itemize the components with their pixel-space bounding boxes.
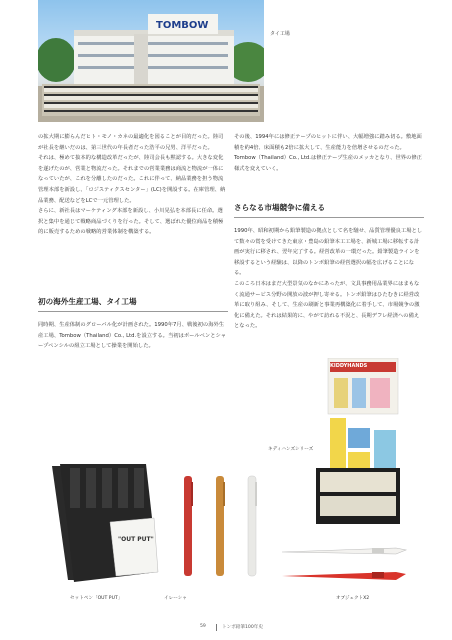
paragraph: それは、極めて抜本的な構造改革だったが、陸司会長も黙認する。大きな変化を遂げたのが、営業と物流だった。それまでの営業業務は商流と物流が一体になっていたが、これを分離したのだった。これに伴って、納品業務を担う物流管理本部を新設し、「ロジスティクスセンター」(LC)を開設する。在庫管理、納品業務、配送などをLCで一元管理した。 bbox=[38, 155, 226, 204]
paragraph: 同時期、生産体制のグローバル化が計画された。1990年7月、戦後初の海外生産工場、Tombow（Thailand）Co., Ltd.を設立する。当初はボールペンとシャープペンシルの組立工場として操業を開始した。 bbox=[38, 322, 227, 350]
photo-caption: タイ工場 bbox=[270, 31, 290, 37]
section-heading-market: さらなる市場競争に備える bbox=[234, 202, 424, 218]
kiddyhands-illustration bbox=[316, 358, 402, 526]
factory-sign: TOMBOW bbox=[156, 20, 209, 31]
factory-photo-illustration bbox=[38, 0, 264, 122]
paragraph: さらに、新社長はマーケティング本部を新設し、小川晃弘を本部長に任命。選択と集中を通じて戦略商品づくりを行った。そして、選ばれた優位商品を積極的に販売するための戦略的営業体制を構築する。 bbox=[38, 208, 224, 236]
kiddyhands-caption: キディハンズシリーズ bbox=[268, 447, 314, 452]
section-heading-thailand: 初の海外生産工場、タイ工場 bbox=[38, 296, 228, 312]
book-title: トンボ鉛筆100年史 bbox=[222, 625, 263, 630]
set-pen-box-text: "OUT PUT" bbox=[118, 536, 154, 543]
eraser-pens bbox=[180, 474, 264, 586]
eraser-caption: イレーシャ bbox=[164, 596, 187, 601]
paragraph: その後、1994年には修正テープのヒットに伴い、大幅増強に踏み切る。敷地面積を約4倍、床面積も2倍に拡大して、生産能力を倍増させるのだった。Tombow（Thailand）Co., Ltd.は修正テープ生産のメッカとなり、世界の修正様式を変えていく。 bbox=[234, 134, 422, 172]
paragraph: 1990年、昭和初期から鉛筆製造の拠点として名を馳せ、品質管理優良工場として数々の賞を受けてきた東京・豊島の鉛筆本工工場を、新城工場に移転する計画が実行に移され、翌年完了する。経営改革の一環だった。鉛筆製造ラインを移設するという経験は、以降のトンボ鉛筆の経営選択の幅を広げることになる。 bbox=[234, 228, 423, 277]
set-pen-illustration bbox=[50, 462, 166, 588]
set-pen-product bbox=[50, 462, 166, 588]
right-section-text bbox=[234, 226, 424, 332]
left-column-text bbox=[38, 132, 228, 238]
kiddyhands-display bbox=[316, 358, 402, 526]
set-pen-caption: セットペン「OUT PUT」 bbox=[70, 596, 123, 601]
object-x2-pens bbox=[280, 540, 408, 588]
object-x2-illustration bbox=[280, 540, 408, 588]
factory-photo bbox=[38, 0, 264, 122]
kiddyhands-box-label: KIDDYHANDS bbox=[330, 363, 368, 369]
paragraph: このころ日本はまだ大型景気のなかにあったが、文具事務用品業界にはまもなく流通サービス分野の開放の波が押し寄せる。トンボ鉛筆はひたむきに経営改革に取り組み、そして、生産の刷新と事業再構築化に着手して、市場競争の激化に備えた。それは結果的に、やがて訪れる不況と、長期デフレ経済への備えとなった。 bbox=[234, 280, 420, 330]
right-top-text bbox=[234, 132, 424, 174]
left-section-text bbox=[38, 320, 228, 352]
page-number: 59 bbox=[200, 624, 206, 629]
paragraph: の拡大期に膨らんだヒト・モノ・カネの最適化を図ることが目的だった。陸司が社長を継いだのは、第三世代の年長者だった浩平の兄男、洋平だった。 bbox=[38, 134, 224, 151]
eraser-pens-illustration bbox=[180, 474, 264, 586]
object-x2-caption: オブジェクトX2 bbox=[336, 596, 370, 601]
footer-divider bbox=[216, 624, 217, 631]
